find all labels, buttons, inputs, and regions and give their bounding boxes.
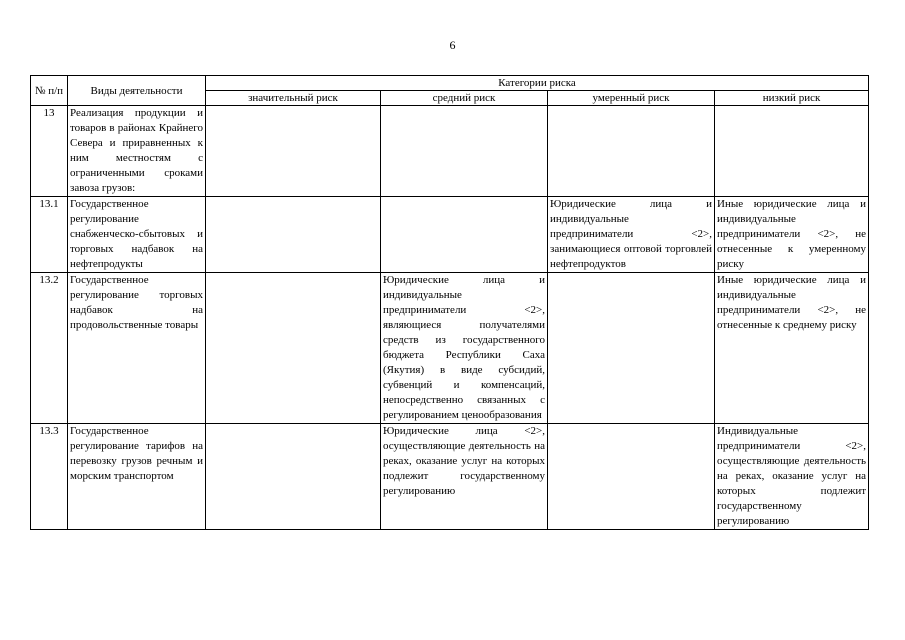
row-low xyxy=(715,106,869,197)
row-significant xyxy=(206,424,381,530)
header-significant: значительный риск xyxy=(206,91,381,106)
risk-categories-table xyxy=(30,75,869,530)
row-moderate xyxy=(548,273,715,424)
row-activity: Государственное регулирование торговых надбавок на продовольственные товары xyxy=(68,273,206,424)
row-medium: Юридические лица <2>, осуществляющие деятельность на реках, оказание услуг на которых подлежит государственному регулированию xyxy=(381,424,548,530)
table-row xyxy=(31,424,869,530)
row-low: Индивидуальные предприниматели <2>, осуществляющие деятельность на реках, оказание услуг на которых подлежит государственному регулированию xyxy=(715,424,869,530)
table-row xyxy=(31,273,869,424)
row-significant xyxy=(206,106,381,197)
row-moderate xyxy=(548,424,715,530)
header-risk-categories: Категории риска xyxy=(206,76,869,91)
row-num: 13.2 xyxy=(31,273,68,424)
row-moderate: Юридические лица и индивидуальные предприниматели <2>, занимающиеся оптовой торговлей нефтепродуктов xyxy=(548,197,715,273)
page-number: 6 xyxy=(449,38,456,52)
row-medium: Юридические лица и индивидуальные предприниматели <2>, являющиеся получателями средств из государственного бюджета Республики Саха (Якутия) в виде субсидий, субвенций и компенсаций, непосредственно связанных с регулированием ценообразования xyxy=(381,273,548,424)
table-header-row xyxy=(31,76,869,91)
table-row xyxy=(31,106,869,197)
row-num: 13 xyxy=(31,106,68,197)
row-medium xyxy=(381,106,548,197)
row-moderate xyxy=(548,106,715,197)
header-low: низкий риск xyxy=(715,91,869,106)
header-activity: Виды деятельности xyxy=(68,76,206,106)
row-low: Иные юридические лица и индивидуальные предприниматели <2>, не отнесенные к среднему риску xyxy=(715,273,869,424)
row-significant xyxy=(206,273,381,424)
header-moderate: умеренный риск xyxy=(548,91,715,106)
row-num: 13.1 xyxy=(31,197,68,273)
row-significant xyxy=(206,197,381,273)
row-num: 13.3 xyxy=(31,424,68,530)
header-medium: средний риск xyxy=(381,91,548,106)
row-medium xyxy=(381,197,548,273)
row-activity: Реализация продукции и товаров в районах Крайнего Севера и приравненных к ним местностям с ограниченными сроками завоза грузов: xyxy=(68,106,206,197)
row-low: Иные юридические лица и индивидуальные предприниматели <2>, не отнесенные к умеренному риску xyxy=(715,197,869,273)
row-activity: Государственное регулирование тарифов на перевозку грузов речным и морским транспортом xyxy=(68,424,206,530)
row-activity: Государственное регулирование снабженческо-сбытовых и торговых надбавок на нефтепродукты xyxy=(68,197,206,273)
header-num: № п/п xyxy=(31,76,68,106)
table-row xyxy=(31,197,869,273)
